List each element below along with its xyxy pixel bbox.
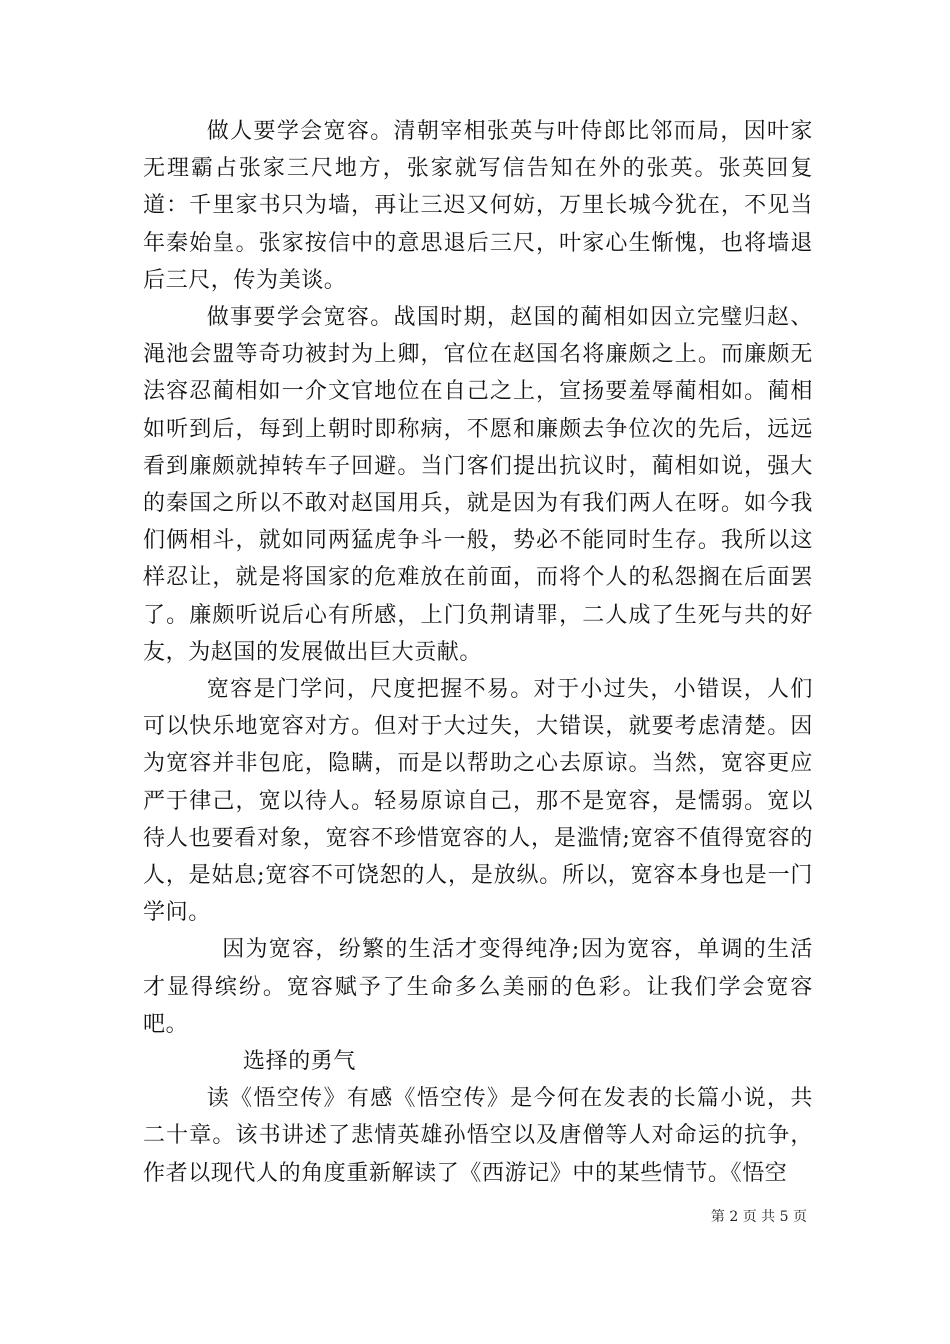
- paragraph-wukong-review: 读《悟空传》有感《悟空传》是今何在发表的长篇小说，共二十章。该书讲述了悲情英雄孙悟空以及唐僧等人对命运的抗争，作者以现代人的角度重新解读了《西游记》中的某些情节。《悟空: [143, 1086, 813, 1186]
- paragraph-tolerance-in-work: 做事要学会宽容。战国时期，赵国的蔺相如因立完璧归赵、渑池会盟等奇功被封为上卿，官位在赵国名将廉颇之上。而廉颇无法容忍蔺相如一介文官地位在自己之上，宣扬要羞辱蔺相如。蔺相如听到后，每到上朝时即称病，不愿和廉颇去争位次的先后，远远看到廉颇就掉转车子回避。当门客们提出抗议时，蔺相如说，强大的秦国之所以不敢对赵国用兵，就是因为有我们两人在呀。如今我们俩相斗，就如同两猛虎争斗一般，势必不能同时生存。我所以这样忍让，就是将国家的危难放在前面，而将个人的私怨搁在后面罢了。廉颇听说后心有所感，上门负荆请罪，二人成了生死与共的好友，为赵国的发展做出巨大贡献。: [143, 305, 813, 665]
- body-text: [143, 113, 813, 1192]
- paragraph-tolerance-as-learning: 宽容是门学问，尺度把握不易。对于小过失，小错误，人们可以快乐地宽容对方。但对于大过失，大错误，就要考虑清楚。因为宽容并非包庇，隐瞒，而是以帮助之心去原谅。当然，宽容更应严于律己，宽以待人。轻易原谅自己，那不是宽容，是懦弱。宽以待人也要看对象，宽容不珍惜宽容的人，是滥情;宽容不值得宽容的人，是姑息;宽容不可饶恕的人，是放纵。所以，宽容本身也是一门学问。: [143, 677, 813, 926]
- paragraph-tolerance-in-life: 做人要学会宽容。清朝宰相张英与叶侍郎比邻而局，因叶家无理霸占张家三尺地方，张家就写信告知在外的张英。张英回复道：千里家书只为墙，再让三迟又何妨，万里长城今犹在，不见当年秦始皇。张家按信中的意思退后三尺，叶家心生惭愧，也将墙退后三尺，传为美谈。: [143, 119, 813, 293]
- page-number-footer: 第 2 页 共 5 页: [710, 1209, 807, 1225]
- section-title: 选择的勇气: [243, 1049, 357, 1075]
- paragraph-conclusion: 因为宽容，纷繁的生活才变得纯净;因为宽容，单调的生活才显得缤纷。宽容赋予了生命多么美丽的色彩。让我们学会宽容吧。: [143, 937, 813, 1037]
